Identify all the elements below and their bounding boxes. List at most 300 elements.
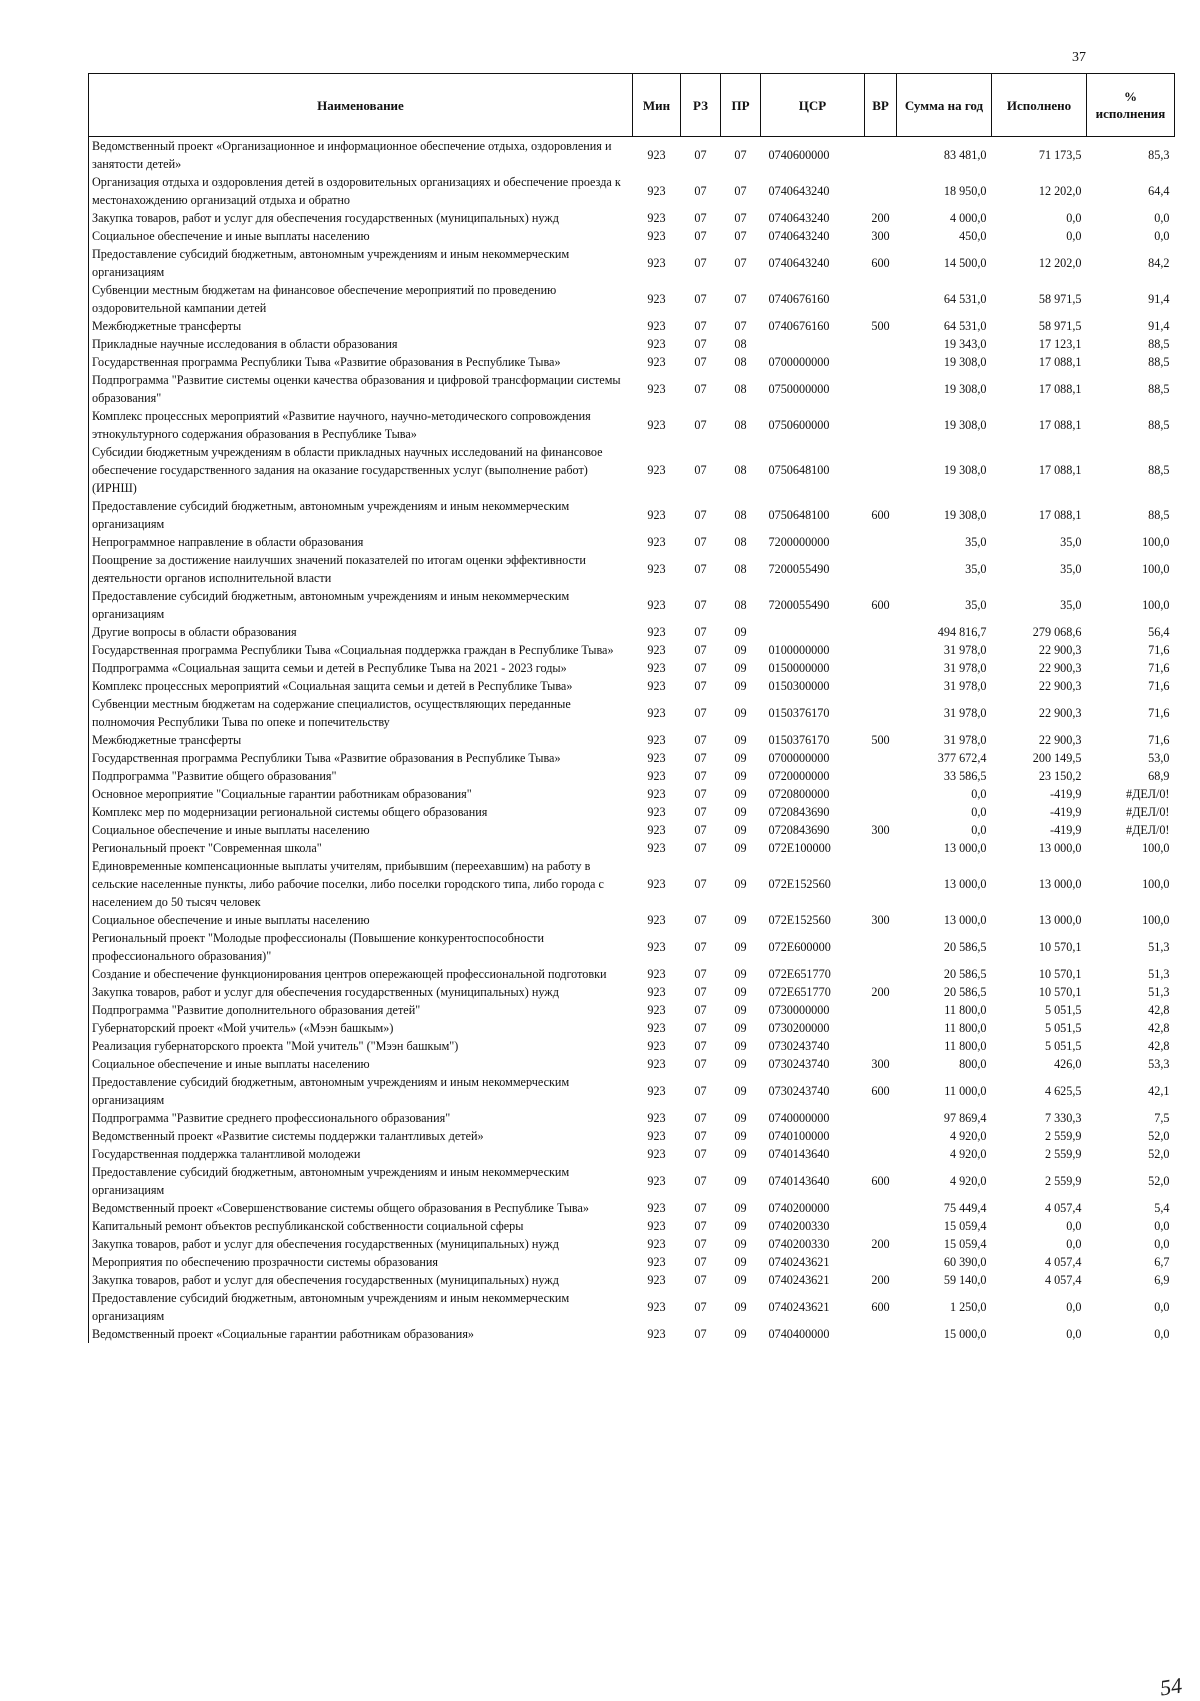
row-sum-cell: 64 531,0 [943, 292, 987, 306]
row-pr-cell: 07 [734, 256, 747, 270]
row-vr-cell: 200 [871, 211, 890, 225]
row-sum-cell: 19 343,0 [943, 337, 987, 351]
row-name-cell: Подпрограмма "Развитие дополнительного образования детей" [89, 1001, 633, 1019]
col-header-sum: Сумма на год [897, 74, 992, 137]
row-sum-cell: 15 059,4 [943, 1219, 987, 1233]
row-pct-cell: 0,0 [1154, 1219, 1170, 1233]
row-pr-cell: 09 [734, 733, 747, 747]
row-min-cell: 923 [647, 913, 666, 927]
row-pct-cell: 71,6 [1148, 733, 1170, 747]
row-rz-cell: 07 [694, 1111, 707, 1125]
row-min-cell: 923 [647, 1219, 666, 1233]
row-pr-cell: 08 [734, 535, 747, 549]
row-pct-cell: 88,5 [1148, 463, 1170, 477]
row-vr-cell [865, 659, 897, 677]
row-vr-cell [865, 443, 897, 497]
row-name-cell: Реализация губернаторского проекта "Мой учитель" ("Мээн башкым") [89, 1037, 633, 1055]
row-pct-cell: 51,3 [1148, 967, 1170, 981]
row-min-cell: 923 [647, 229, 666, 243]
row-done-cell: 10 570,1 [1038, 985, 1082, 999]
row-done-cell: 0,0 [1066, 1300, 1082, 1314]
table-row [89, 1019, 1175, 1037]
row-sum-cell: 31 978,0 [943, 733, 987, 747]
row-pct-cell: 52,0 [1148, 1174, 1170, 1188]
row-pr-cell: 09 [734, 1147, 747, 1161]
row-pr-cell: 09 [734, 1237, 747, 1251]
row-csr-cell: 0740243621 [768, 1300, 830, 1314]
row-csr-cell: 072E651770 [768, 967, 831, 981]
row-min-cell: 923 [647, 823, 666, 837]
row-pct-cell: 100,0 [1142, 598, 1170, 612]
row-min-cell: 923 [647, 382, 666, 396]
row-pct-cell: 0,0 [1154, 1327, 1170, 1341]
row-rz-cell: 07 [694, 706, 707, 720]
row-vr-cell [865, 641, 897, 659]
row-sum-cell: 13 000,0 [943, 841, 987, 855]
row-vr-cell [865, 173, 897, 209]
table-row [89, 767, 1175, 785]
row-csr-cell: 0720843690 [768, 823, 830, 837]
row-name-cell: Другие вопросы в области образования [89, 623, 633, 641]
row-min-cell: 923 [647, 769, 666, 783]
row-name-cell: Закупка товаров, работ и услуг для обеспечения государственных (муниципальных) нужд [89, 983, 633, 1001]
row-vr-cell [865, 1001, 897, 1019]
row-pr-cell: 09 [734, 679, 747, 693]
col-header-pct: % исполнения [1087, 74, 1175, 137]
row-rz-cell: 07 [694, 418, 707, 432]
row-vr-cell: 200 [871, 985, 890, 999]
col-header-pr: ПР [721, 74, 761, 137]
row-min-cell: 923 [647, 733, 666, 747]
row-csr-cell: 0740600000 [768, 148, 830, 162]
row-name-cell: Предоставление субсидий бюджетным, автономным учреждениям и иным некоммерческим организациям [89, 1073, 633, 1109]
row-csr-cell: 0730243740 [768, 1084, 830, 1098]
table-header [89, 74, 1175, 137]
row-rz-cell: 07 [694, 643, 707, 657]
row-name-cell: Предоставление субсидий бюджетным, автономным учреждениям и иным некоммерческим организациям [89, 497, 633, 533]
table-row [89, 245, 1175, 281]
row-pr-cell: 08 [734, 562, 747, 576]
row-name-cell: Субвенции местным бюджетам на финансовое обеспечение мероприятий по проведению оздоровительной кампании детей [89, 281, 633, 317]
row-sum-cell: 0,0 [971, 787, 987, 801]
row-pct-cell: 88,5 [1148, 355, 1170, 369]
row-min-cell: 923 [647, 211, 666, 225]
row-sum-cell: 75 449,4 [943, 1201, 987, 1215]
row-pr-cell: 09 [734, 1039, 747, 1053]
row-sum-cell: 19 308,0 [943, 355, 987, 369]
table-row [89, 353, 1175, 371]
table-row [89, 785, 1175, 803]
table-row [89, 173, 1175, 209]
row-pr-cell: 09 [734, 1327, 747, 1341]
row-pct-cell: 100,0 [1142, 562, 1170, 576]
row-sum-cell: 4 920,0 [949, 1174, 987, 1188]
row-pct-cell: #ДЕЛ/0! [1126, 823, 1170, 837]
row-rz-cell: 07 [694, 1300, 707, 1314]
row-done-cell: 58 971,5 [1038, 319, 1082, 333]
row-min-cell: 923 [647, 562, 666, 576]
row-min-cell: 923 [647, 1084, 666, 1098]
row-sum-cell: 15 000,0 [943, 1327, 987, 1341]
row-vr-cell: 600 [871, 508, 890, 522]
row-min-cell: 923 [647, 679, 666, 693]
row-csr-cell: 072E600000 [768, 940, 831, 954]
row-done-cell: 0,0 [1066, 1219, 1082, 1233]
row-min-cell: 923 [647, 508, 666, 522]
row-pr-cell: 09 [734, 1057, 747, 1071]
row-rz-cell: 07 [694, 1039, 707, 1053]
row-name-cell: Предоставление субсидий бюджетным, автономным учреждениям и иным некоммерческим организациям [89, 1163, 633, 1199]
row-vr-cell: 200 [871, 1273, 890, 1287]
row-name-cell: Создание и обеспечение функционирования центров опережающей профессиональной подготовки [89, 965, 633, 983]
row-rz-cell: 07 [694, 1201, 707, 1215]
table-row [89, 623, 1175, 641]
row-min-cell: 923 [647, 967, 666, 981]
row-rz-cell: 07 [694, 355, 707, 369]
row-vr-cell [865, 695, 897, 731]
row-done-cell: -419,9 [1050, 823, 1082, 837]
row-sum-cell: 19 308,0 [943, 418, 987, 432]
row-name-cell: Подпрограмма "Развитие системы оценки качества образования и цифровой трансформации системы образования" [89, 371, 633, 407]
row-done-cell: 4 625,5 [1044, 1084, 1082, 1098]
row-pct-cell: 52,0 [1148, 1147, 1170, 1161]
table-row [89, 1289, 1175, 1325]
row-sum-cell: 31 978,0 [943, 706, 987, 720]
col-header-vr: ВР [865, 74, 897, 137]
row-csr-cell: 0730243740 [768, 1039, 830, 1053]
row-name-cell: Социальное обеспечение и иные выплаты населению [89, 911, 633, 929]
row-rz-cell: 07 [694, 985, 707, 999]
row-name-cell: Подпрограмма "Развитие общего образования" [89, 767, 633, 785]
row-vr-cell [865, 677, 897, 695]
col-header-name: Наименование [89, 74, 633, 137]
row-rz-cell: 07 [694, 1273, 707, 1287]
row-rz-cell: 07 [694, 292, 707, 306]
row-csr-cell: 0740643240 [768, 184, 830, 198]
row-pct-cell: 42,8 [1148, 1021, 1170, 1035]
row-done-cell: 71 173,5 [1038, 148, 1082, 162]
row-rz-cell: 07 [694, 184, 707, 198]
row-min-cell: 923 [647, 1237, 666, 1251]
row-csr-cell: 0720800000 [768, 787, 830, 801]
row-min-cell: 923 [647, 598, 666, 612]
row-csr-cell: 0740676160 [768, 292, 830, 306]
row-csr-cell: 0740000000 [768, 1111, 830, 1125]
row-vr-cell [865, 1253, 897, 1271]
row-rz-cell: 07 [694, 679, 707, 693]
row-sum-cell: 800,0 [959, 1057, 987, 1071]
row-vr-cell [865, 1109, 897, 1127]
row-vr-cell [865, 767, 897, 785]
row-vr-cell: 600 [871, 1174, 890, 1188]
row-vr-cell [865, 1325, 897, 1343]
row-pct-cell: 7,5 [1154, 1111, 1170, 1125]
row-pr-cell: 09 [734, 805, 747, 819]
row-done-cell: 2 559,9 [1044, 1129, 1082, 1143]
row-pct-cell: 0,0 [1154, 1300, 1170, 1314]
table-row [89, 1145, 1175, 1163]
row-pct-cell: 71,6 [1148, 661, 1170, 675]
row-csr-cell: 0740100000 [768, 1129, 830, 1143]
row-rz-cell: 07 [694, 463, 707, 477]
row-rz-cell: 07 [694, 769, 707, 783]
row-csr-cell: 0700000000 [768, 751, 830, 765]
row-done-cell: 4 057,4 [1044, 1273, 1082, 1287]
row-csr-cell: 0740143640 [768, 1147, 830, 1161]
row-pr-cell: 09 [734, 1219, 747, 1233]
row-vr-cell: 300 [871, 229, 890, 243]
row-sum-cell: 13 000,0 [943, 913, 987, 927]
row-vr-cell: 500 [871, 319, 890, 333]
row-vr-cell [865, 551, 897, 587]
table-body [89, 137, 1175, 1344]
row-vr-cell [865, 1199, 897, 1217]
row-pct-cell: 85,3 [1148, 148, 1170, 162]
row-name-cell: Закупка товаров, работ и услуг для обеспечения государственных (муниципальных) нужд [89, 1271, 633, 1289]
row-vr-cell: 600 [871, 1084, 890, 1098]
row-pct-cell: 71,6 [1148, 706, 1170, 720]
row-rz-cell: 07 [694, 661, 707, 675]
row-csr-cell: 0720000000 [768, 769, 830, 783]
row-sum-cell: 60 390,0 [943, 1255, 987, 1269]
row-pr-cell: 09 [734, 913, 747, 927]
row-sum-cell: 19 308,0 [943, 463, 987, 477]
row-vr-cell [865, 839, 897, 857]
row-name-cell: Государственная программа Республики Тыва «Развитие образования в Республике Тыва» [89, 353, 633, 371]
row-csr-cell: 0740676160 [768, 319, 830, 333]
table-row [89, 371, 1175, 407]
row-min-cell: 923 [647, 1174, 666, 1188]
row-pr-cell: 09 [734, 643, 747, 657]
table-row [89, 1199, 1175, 1217]
row-rz-cell: 07 [694, 562, 707, 576]
row-csr-cell [761, 623, 865, 641]
col-header-done: Исполнено [992, 74, 1087, 137]
row-pr-cell: 07 [734, 148, 747, 162]
table-row [89, 1055, 1175, 1073]
row-sum-cell: 35,0 [965, 562, 987, 576]
row-done-cell: 12 202,0 [1038, 256, 1082, 270]
row-pr-cell: 09 [734, 1084, 747, 1098]
row-sum-cell: 11 000,0 [944, 1084, 987, 1098]
row-pr-cell: 09 [734, 787, 747, 801]
row-pr-cell: 09 [734, 1174, 747, 1188]
row-vr-cell [865, 1127, 897, 1145]
row-min-cell: 923 [647, 985, 666, 999]
row-pr-cell: 09 [734, 769, 747, 783]
row-pr-cell: 09 [734, 706, 747, 720]
row-done-cell: 17 088,1 [1038, 463, 1082, 477]
row-csr-cell: 0750648100 [768, 508, 830, 522]
row-pr-cell: 08 [734, 382, 747, 396]
table-row [89, 137, 1175, 174]
row-done-cell: 4 057,4 [1044, 1255, 1082, 1269]
row-pct-cell: 52,0 [1148, 1129, 1170, 1143]
row-pr-cell: 08 [734, 337, 747, 351]
table-row [89, 749, 1175, 767]
row-vr-cell [865, 1217, 897, 1235]
row-sum-cell: 11 800,0 [944, 1039, 987, 1053]
row-pr-cell: 09 [734, 751, 747, 765]
row-done-cell: 5 051,5 [1044, 1021, 1082, 1035]
row-rz-cell: 07 [694, 877, 707, 891]
row-done-cell: 35,0 [1060, 562, 1082, 576]
row-rz-cell: 07 [694, 1084, 707, 1098]
table-row [89, 1109, 1175, 1127]
row-sum-cell: 31 978,0 [943, 661, 987, 675]
row-rz-cell: 07 [694, 1255, 707, 1269]
table-row [89, 209, 1175, 227]
row-done-cell: 10 570,1 [1038, 940, 1082, 954]
table-row [89, 641, 1175, 659]
table-row [89, 1037, 1175, 1055]
row-sum-cell: 33 586,5 [943, 769, 987, 783]
row-pct-cell: 84,2 [1148, 256, 1170, 270]
row-done-cell: 7 330,3 [1044, 1111, 1082, 1125]
row-done-cell: 17 088,1 [1038, 508, 1082, 522]
row-pr-cell: 07 [734, 229, 747, 243]
row-pct-cell: 0,0 [1154, 229, 1170, 243]
row-pr-cell: 08 [734, 418, 747, 432]
row-csr-cell: 0740643240 [768, 256, 830, 270]
row-pr-cell: 08 [734, 463, 747, 477]
row-name-cell: Межбюджетные трансферты [89, 731, 633, 749]
row-pr-cell: 09 [734, 625, 747, 639]
row-pr-cell: 09 [734, 940, 747, 954]
row-pct-cell: 51,3 [1148, 985, 1170, 999]
row-min-cell: 923 [647, 535, 666, 549]
row-vr-cell [865, 1145, 897, 1163]
row-vr-cell [865, 929, 897, 965]
row-min-cell: 923 [647, 1039, 666, 1053]
table-row [89, 695, 1175, 731]
table-row [89, 587, 1175, 623]
row-name-cell: Региональный проект "Молодые профессионалы (Повышение конкурентоспособности профессионального образования)" [89, 929, 633, 965]
row-rz-cell: 07 [694, 256, 707, 270]
row-sum-cell: 20 586,5 [943, 967, 987, 981]
row-csr-cell: 7200055490 [768, 562, 830, 576]
table-row [89, 407, 1175, 443]
row-done-cell: 13 000,0 [1038, 841, 1082, 855]
table-row [89, 659, 1175, 677]
row-min-cell: 923 [647, 841, 666, 855]
row-sum-cell: 450,0 [959, 229, 987, 243]
table-row [89, 929, 1175, 965]
row-csr-cell: 0750648100 [768, 463, 830, 477]
table-row [89, 1163, 1175, 1199]
row-pct-cell: 5,4 [1154, 1201, 1170, 1215]
row-name-cell: Социальное обеспечение и иные выплаты населению [89, 227, 633, 245]
table-row [89, 1235, 1175, 1253]
row-name-cell: Основное мероприятие "Социальные гарантии работникам образования" [89, 785, 633, 803]
row-name-cell: Субвенции местным бюджетам на содержание специалистов, осуществляющих переданные полномочия Республики Тыва по опеке и попечительству [89, 695, 633, 731]
row-min-cell: 923 [647, 292, 666, 306]
row-min-cell: 923 [647, 1327, 666, 1341]
row-min-cell: 923 [647, 1057, 666, 1071]
row-pct-cell: 68,9 [1148, 769, 1170, 783]
row-pr-cell: 07 [734, 184, 747, 198]
row-done-cell: 17 123,1 [1038, 337, 1082, 351]
row-done-cell: 4 057,4 [1044, 1201, 1082, 1215]
col-header-csr: ЦСР [761, 74, 865, 137]
row-sum-cell: 20 586,5 [943, 940, 987, 954]
table-row [89, 443, 1175, 497]
row-sum-cell: 494 816,7 [937, 625, 987, 639]
row-csr-cell: 0740200000 [768, 1201, 830, 1215]
page-number: 37 [1072, 50, 1086, 65]
table-row [89, 335, 1175, 353]
row-min-cell: 923 [647, 661, 666, 675]
row-vr-cell [865, 371, 897, 407]
row-name-cell: Государственная поддержка талантливой молодежи [89, 1145, 633, 1163]
row-vr-cell [865, 785, 897, 803]
row-sum-cell: 4 920,0 [949, 1129, 987, 1143]
row-vr-cell [865, 965, 897, 983]
row-pr-cell: 09 [734, 877, 747, 891]
row-name-cell: Предоставление субсидий бюджетным, автономным учреждениям и иным некоммерческим организациям [89, 1289, 633, 1325]
row-pct-cell: 56,4 [1148, 625, 1170, 639]
row-rz-cell: 07 [694, 1174, 707, 1188]
row-vr-cell [865, 857, 897, 911]
row-sum-cell: 13 000,0 [943, 877, 987, 891]
row-sum-cell: 4 000,0 [949, 211, 987, 225]
row-name-cell: Непрограммное направление в области образования [89, 533, 633, 551]
table-row [89, 1127, 1175, 1145]
row-pr-cell: 08 [734, 598, 747, 612]
row-name-cell: Субсидии бюджетным учреждениям в области прикладных научных исследований на финансовое обеспечение государственного задания на оказание государственных услуг (выполнение работ) (ИРНШ) [89, 443, 633, 497]
row-pct-cell: 91,4 [1148, 292, 1170, 306]
row-pct-cell: 100,0 [1142, 913, 1170, 927]
table-row [89, 281, 1175, 317]
row-csr-cell: 0150000000 [768, 661, 830, 675]
row-done-cell: 10 570,1 [1038, 967, 1082, 981]
row-done-cell: 35,0 [1060, 535, 1082, 549]
row-csr-cell: 0740400000 [768, 1327, 830, 1341]
row-min-cell: 923 [647, 1021, 666, 1035]
table-row [89, 983, 1175, 1001]
row-sum-cell: 59 140,0 [943, 1273, 987, 1287]
row-done-cell: 22 900,3 [1038, 643, 1082, 657]
row-name-cell: Мероприятия по обеспечению прозрачности системы образования [89, 1253, 633, 1271]
row-name-cell: Организация отдыха и оздоровления детей в оздоровительных организациях и обеспечение проезда к местонахождению организаций отдыха и обратно [89, 173, 633, 209]
row-sum-cell: 31 978,0 [943, 643, 987, 657]
row-sum-cell: 31 978,0 [943, 679, 987, 693]
row-done-cell: 13 000,0 [1038, 877, 1082, 891]
handwritten-signature: 54 [1158, 1672, 1184, 1701]
row-rz-cell: 07 [694, 940, 707, 954]
row-vr-cell: 200 [871, 1237, 890, 1251]
row-rz-cell: 07 [694, 1327, 707, 1341]
row-done-cell: 0,0 [1066, 211, 1082, 225]
row-name-cell: Подпрограмма «Социальная защита семьи и детей в Республике Тыва на 2021 - 2023 годы» [89, 659, 633, 677]
row-pct-cell: 100,0 [1142, 841, 1170, 855]
row-pr-cell: 09 [734, 985, 747, 999]
row-sum-cell: 97 869,4 [943, 1111, 987, 1125]
row-csr-cell: 0740143640 [768, 1174, 830, 1188]
row-done-cell: 12 202,0 [1038, 184, 1082, 198]
row-vr-cell [865, 137, 897, 174]
row-min-cell: 923 [647, 877, 666, 891]
row-done-cell: 200 149,5 [1032, 751, 1082, 765]
table-row [89, 911, 1175, 929]
row-csr-cell: 0150376170 [768, 706, 830, 720]
row-sum-cell: 20 586,5 [943, 985, 987, 999]
row-sum-cell: 4 920,0 [949, 1147, 987, 1161]
row-pr-cell: 08 [734, 508, 747, 522]
row-rz-cell: 07 [694, 1021, 707, 1035]
row-rz-cell: 07 [694, 1219, 707, 1233]
row-csr-cell: 072E100000 [768, 841, 831, 855]
